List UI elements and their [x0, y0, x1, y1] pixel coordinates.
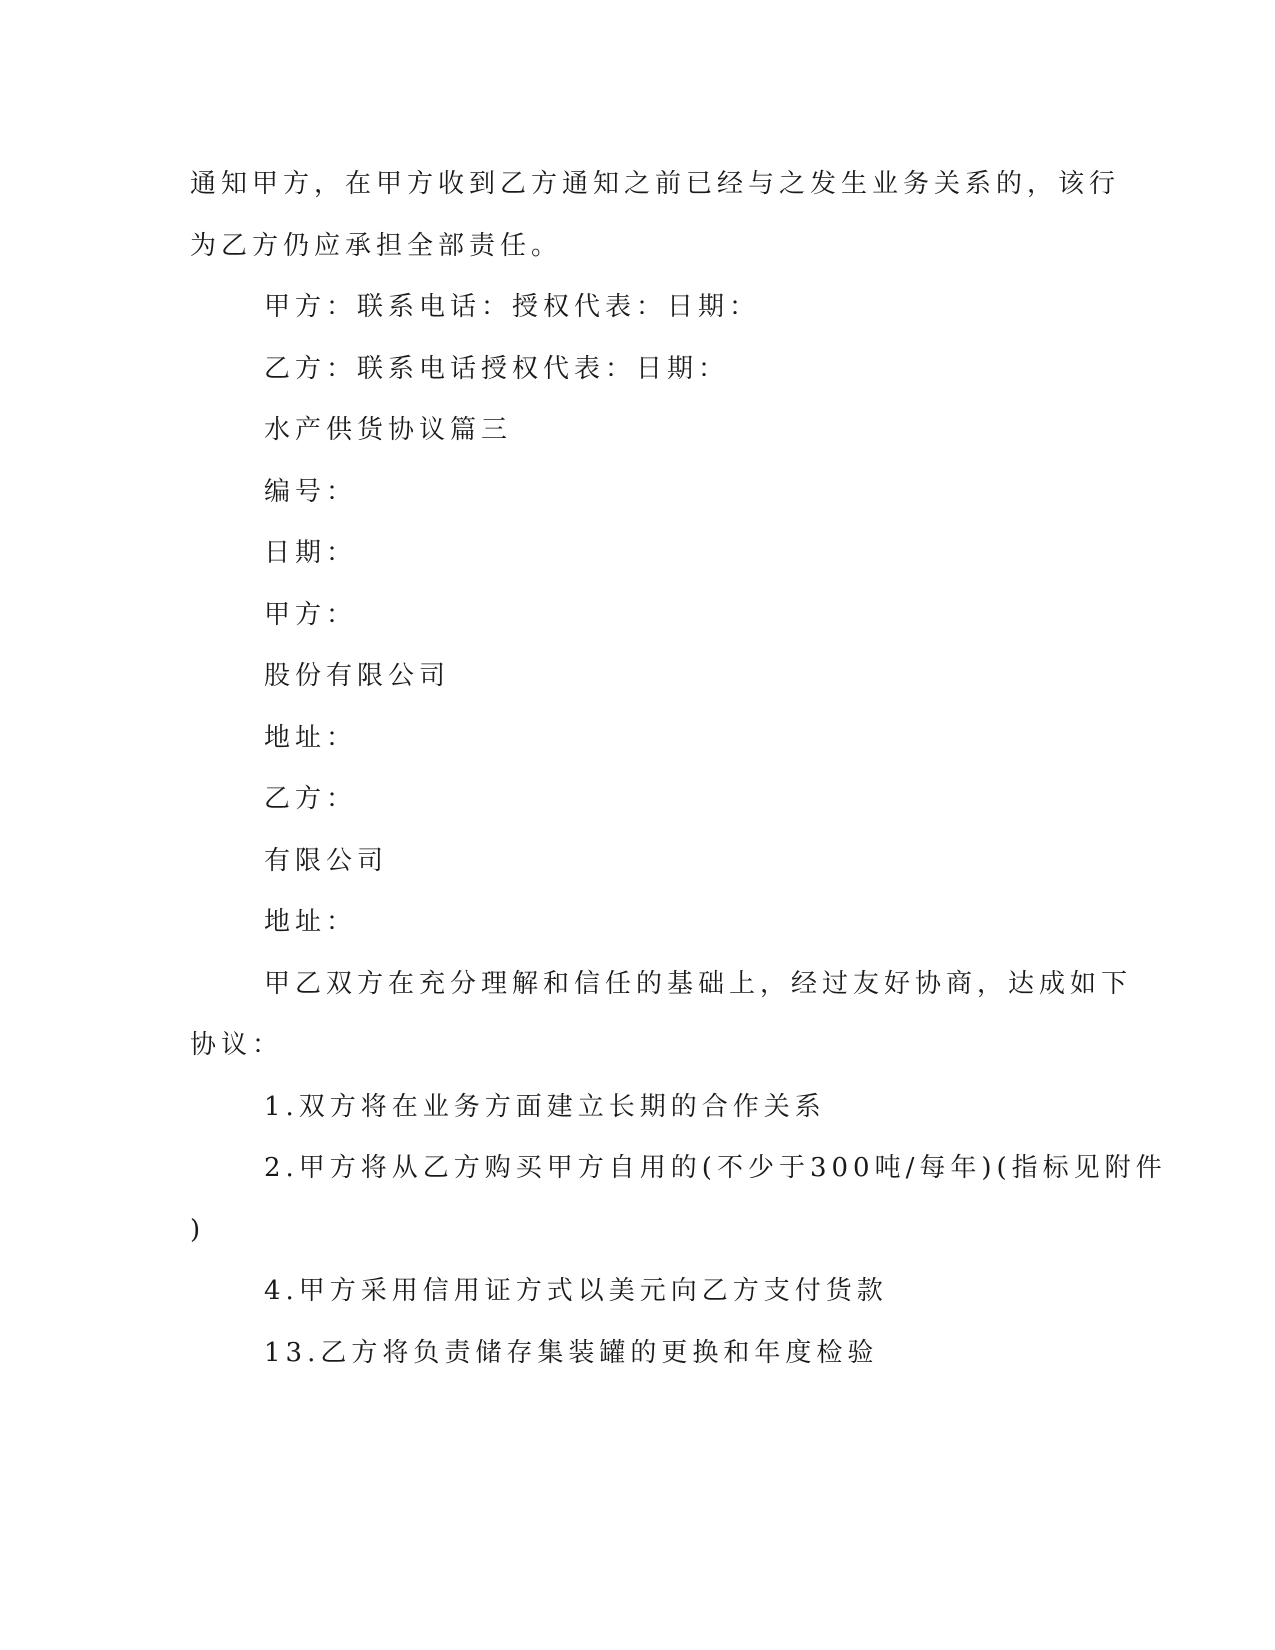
section-heading: 水产供货协议篇三	[264, 415, 513, 445]
party-a-label: 甲方：	[264, 599, 358, 630]
paragraph-line: 通知甲方，在甲方收到乙方通知之前已经与之发生业务关系的，该行	[190, 169, 1121, 199]
clause-2-continuation: )	[190, 1214, 206, 1245]
agreement-intro-line: 甲乙双方在充分理解和信任的基础上，经过友好协商，达成如下	[264, 968, 1133, 999]
date-field-label: 日期：	[264, 538, 358, 568]
paragraph-line: 为乙方仍应承担全部责任。	[190, 230, 563, 261]
clause-2: 2.甲方将从乙方购买甲方自用的(不少于300吨/每年)(指标见附件	[264, 1153, 1167, 1183]
party-a-address-label: 地址：	[264, 722, 358, 753]
party-b-label: 乙方：	[264, 784, 358, 814]
document-body	[190, 154, 1167, 1384]
party-b-company: 有限公司	[264, 845, 389, 876]
clause-1: 1.双方将在业务方面建立长期的合作关系	[264, 1091, 826, 1122]
party-b-signature-line: 乙方：联系电话授权代表：日期：	[264, 353, 730, 384]
party-b-address-label: 地址：	[264, 907, 358, 937]
agreement-intro-continuation: 协议：	[190, 1030, 284, 1060]
party-a-company: 股份有限公司	[264, 661, 451, 691]
clause-13: 13.乙方将负责储存集装罐的更换和年度检验	[264, 1337, 879, 1368]
party-a-signature-line: 甲方：联系电话：授权代表：日期：	[264, 292, 761, 322]
number-field-label: 编号：	[264, 476, 358, 507]
clause-4: 4.甲方采用信用证方式以美元向乙方支付货款	[264, 1276, 888, 1306]
